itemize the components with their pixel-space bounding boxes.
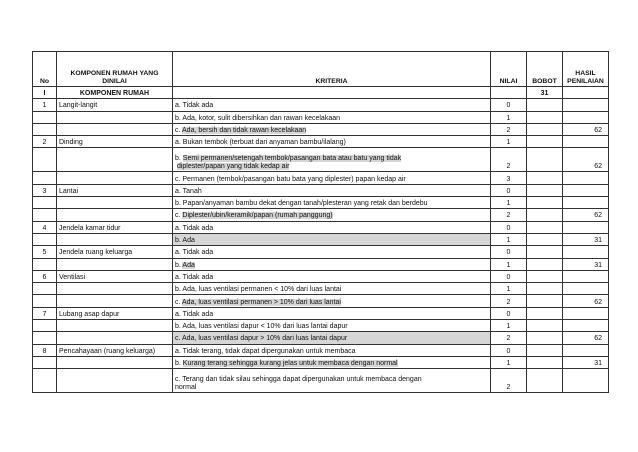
row-komponen — [57, 148, 173, 172]
section-label: KOMPONEN RUMAH — [57, 87, 173, 99]
row-komponen — [57, 172, 173, 184]
table-row — [33, 332, 609, 344]
row-komponen — [57, 369, 173, 393]
row-no — [33, 258, 57, 270]
row-nilai: 1 — [491, 356, 527, 368]
row-bobot — [527, 246, 563, 258]
kriteria-text: a. Tidak ada — [175, 310, 214, 318]
row-hasil — [563, 283, 609, 295]
table-row — [33, 184, 609, 196]
row-hasil: 31 — [563, 258, 609, 270]
row-hasil — [563, 270, 609, 282]
row-no — [33, 123, 57, 135]
row-komponen: Jendela ruang keluarga — [57, 246, 173, 258]
row-nilai: 1 — [491, 111, 527, 123]
row-kriteria — [173, 111, 491, 123]
row-nilai: 1 — [491, 233, 527, 245]
table-row — [33, 209, 609, 221]
row-bobot — [527, 307, 563, 319]
section-no: I — [33, 87, 57, 99]
kriteria-prefix: b. — [175, 261, 183, 269]
row-no: 5 — [33, 246, 57, 258]
row-hasil — [563, 307, 609, 319]
row-kriteria — [173, 172, 491, 184]
row-no: 6 — [33, 270, 57, 282]
row-komponen — [57, 295, 173, 307]
row-kriteria — [173, 136, 491, 148]
row-no — [33, 320, 57, 332]
row-komponen: Langit-langit — [57, 99, 173, 111]
row-bobot — [527, 148, 563, 172]
row-kriteria — [173, 369, 491, 393]
row-no — [33, 148, 57, 172]
row-komponen: Dinding — [57, 136, 173, 148]
kriteria-text: a. Tidak terang, tidak dapat dipergunakan untuk membaca — [175, 347, 356, 355]
row-no — [33, 111, 57, 123]
kriteria-text: a. Bukan tembok (terbuat dari anyaman bambu/ilalang) — [175, 139, 346, 147]
row-no: 2 — [33, 136, 57, 148]
row-no — [33, 332, 57, 344]
row-komponen — [57, 320, 173, 332]
table-row — [33, 369, 609, 393]
kriteria-highlight: Ada, bersih dan tidak rawan kecelakaan — [182, 126, 307, 134]
row-komponen: Jendela kamar tidur — [57, 221, 173, 233]
row-kriteria — [173, 270, 491, 282]
row-kriteria — [173, 197, 491, 209]
row-bobot — [527, 123, 563, 135]
row-kriteria — [173, 209, 491, 221]
table-row — [33, 136, 609, 148]
row-bobot — [527, 283, 563, 295]
row-hasil — [563, 99, 609, 111]
kriteria-prefix: b. — [175, 155, 183, 163]
row-no — [33, 197, 57, 209]
row-kriteria — [173, 307, 491, 319]
kriteria-text: b. Ada, luas ventilasi permanen < 10% dari luas lantai — [175, 286, 342, 294]
row-bobot — [527, 221, 563, 233]
header-bobot: BOBOT — [527, 52, 563, 87]
row-bobot — [527, 233, 563, 245]
row-kriteria: b. Ada — [173, 233, 491, 245]
row-no — [33, 233, 57, 245]
row-bobot — [527, 99, 563, 111]
row-nilai: 0 — [491, 246, 527, 258]
kriteria-highlight: Semi permanen/setengah tembok/pasangan bata atau batu yang tidak — [182, 155, 402, 163]
kriteria-prefix: c. — [175, 298, 183, 306]
row-no — [33, 295, 57, 307]
row-komponen: Lubang asap dapur — [57, 307, 173, 319]
row-hasil: 31 — [563, 233, 609, 245]
table-row — [33, 111, 609, 123]
kriteria-text: c. Permanen (tembok/pasangan batu bata yang diplester) papan kedap air — [175, 175, 406, 183]
row-kriteria — [173, 356, 491, 368]
kriteria-prefix: c. — [175, 126, 183, 134]
table-row — [33, 148, 609, 172]
row-komponen — [57, 332, 173, 344]
row-komponen: Lantai — [57, 184, 173, 196]
row-hasil: 62 — [563, 209, 609, 221]
row-bobot — [527, 172, 563, 184]
header-row — [33, 52, 609, 87]
header-hasil: HASIL PENILAIAN — [563, 52, 609, 87]
row-bobot — [527, 356, 563, 368]
row-no — [33, 369, 57, 393]
row-nilai: 2 — [491, 123, 527, 135]
row-kriteria — [173, 258, 491, 270]
kriteria-text: b. Ada, luas ventilasi dapur < 10% dari luas lantai dapur — [175, 323, 348, 331]
row-no: 7 — [33, 307, 57, 319]
row-hasil — [563, 344, 609, 356]
section-bobot: 31 — [527, 87, 563, 99]
kriteria-text: a. Tidak ada — [175, 102, 214, 110]
row-no — [33, 209, 57, 221]
table-row — [33, 307, 609, 319]
kriteria-highlight: Diplester/ubin/keramik/papan (rumah panggung) — [182, 212, 333, 220]
row-nilai: 0 — [491, 221, 527, 233]
row-nilai: 0 — [491, 270, 527, 282]
kriteria-highlight: Ada — [182, 261, 195, 269]
header-kriteria: KRITERIA — [173, 52, 491, 87]
row-no: 4 — [33, 221, 57, 233]
row-nilai: 0 — [491, 99, 527, 111]
kriteria-highlight: Ada, luas ventilasi permanen > 10% dari luas lantai — [182, 298, 341, 306]
kriteria-text: b. Papan/anyaman bambu dekat dengan tanah/plesteran yang retak dan berdebu — [175, 200, 428, 208]
kriteria-prefix: b. — [175, 360, 183, 368]
row-no: 1 — [33, 99, 57, 111]
row-kriteria — [173, 283, 491, 295]
row-bobot — [527, 197, 563, 209]
row-nilai: 2 — [491, 209, 527, 221]
kriteria-text: b. Ada, kotor, sulit dibersihkan dan rawan kecelakaan — [175, 114, 340, 122]
row-komponen — [57, 209, 173, 221]
row-hasil — [563, 172, 609, 184]
section-row — [33, 87, 609, 99]
row-no: 8 — [33, 344, 57, 356]
row-kriteria — [173, 344, 491, 356]
row-komponen — [57, 197, 173, 209]
row-no — [33, 172, 57, 184]
table-row — [33, 221, 609, 233]
row-kriteria — [173, 123, 491, 135]
row-bobot — [527, 320, 563, 332]
table-row — [33, 197, 609, 209]
row-no — [33, 356, 57, 368]
row-kriteria — [173, 99, 491, 111]
row-kriteria: c. Ada, luas ventilasi dapur > 10% dari luas lantai dapur — [173, 332, 491, 344]
kriteria-highlight: Kurang terang sehingga kurang jelas untuk membaca dengan normal — [182, 360, 398, 368]
row-komponen: Ventilasi — [57, 270, 173, 282]
row-kriteria — [173, 295, 491, 307]
row-kriteria — [173, 148, 491, 172]
kriteria-text: a. Tidak ada — [175, 249, 214, 257]
table-row — [33, 172, 609, 184]
row-hasil — [563, 197, 609, 209]
row-hasil: 62 — [563, 148, 609, 172]
section-nilai — [491, 87, 527, 99]
section-kriteria — [173, 87, 491, 99]
table-row — [33, 295, 609, 307]
kriteria-prefix: c. — [175, 212, 183, 220]
row-bobot — [527, 136, 563, 148]
table-row — [33, 320, 609, 332]
row-hasil: 62 — [563, 332, 609, 344]
row-bobot — [527, 332, 563, 344]
kriteria-highlight-line2: diplester/papan yang tidak kedap air — [176, 163, 290, 171]
table-row — [33, 99, 609, 111]
section-hasil — [563, 87, 609, 99]
row-nilai: 1 — [491, 136, 527, 148]
row-komponen — [57, 233, 173, 245]
row-hasil — [563, 111, 609, 123]
row-bobot — [527, 295, 563, 307]
table-row — [33, 258, 609, 270]
row-hasil — [563, 221, 609, 233]
row-kriteria — [173, 320, 491, 332]
row-hasil: 31 — [563, 356, 609, 368]
row-nilai: 2 — [491, 369, 527, 393]
row-nilai: 1 — [491, 283, 527, 295]
table-row — [33, 344, 609, 356]
row-bobot — [527, 111, 563, 123]
header-nilai: NILAI — [491, 52, 527, 87]
row-kriteria — [173, 221, 491, 233]
table-row — [33, 356, 609, 368]
row-nilai: 1 — [491, 320, 527, 332]
assessment-table — [32, 51, 609, 393]
table-row — [33, 246, 609, 258]
row-nilai: 3 — [491, 172, 527, 184]
row-bobot — [527, 369, 563, 393]
row-nilai: 0 — [491, 307, 527, 319]
row-nilai: 2 — [491, 148, 527, 172]
row-hasil — [563, 246, 609, 258]
row-hasil — [563, 320, 609, 332]
row-hasil — [563, 184, 609, 196]
header-no: No — [33, 52, 57, 87]
row-nilai: 2 — [491, 332, 527, 344]
row-bobot — [527, 344, 563, 356]
row-kriteria — [173, 246, 491, 258]
row-komponen — [57, 283, 173, 295]
row-bobot — [527, 258, 563, 270]
row-nilai: 1 — [491, 197, 527, 209]
header-komponen: KOMPONEN RUMAH YANG DINILAI — [57, 52, 173, 87]
row-hasil — [563, 136, 609, 148]
row-kriteria — [173, 184, 491, 196]
row-nilai: 2 — [491, 295, 527, 307]
row-bobot — [527, 209, 563, 221]
kriteria-text: c. Terang dan tidak silau sehingga dapat dipergunakan untuk membaca dengan — [175, 375, 422, 383]
row-nilai: 1 — [491, 258, 527, 270]
table-row — [33, 233, 609, 245]
kriteria-text: a. Tanah — [175, 187, 202, 195]
row-hasil: 62 — [563, 123, 609, 135]
kriteria-text-line2: normal — [175, 384, 197, 392]
kriteria-text: a. Tidak ada — [175, 224, 214, 232]
table-row — [33, 123, 609, 135]
row-hasil: 62 — [563, 295, 609, 307]
row-nilai: 0 — [491, 184, 527, 196]
row-no — [33, 283, 57, 295]
table-row — [33, 270, 609, 282]
row-komponen — [57, 123, 173, 135]
row-komponen — [57, 258, 173, 270]
row-komponen — [57, 356, 173, 368]
row-bobot — [527, 270, 563, 282]
row-no: 3 — [33, 184, 57, 196]
row-bobot — [527, 184, 563, 196]
row-komponen: Pencahayaan (ruang keluarga) — [57, 344, 173, 356]
kriteria-text: a. Tidak ada — [175, 273, 214, 281]
row-hasil — [563, 369, 609, 393]
row-komponen — [57, 111, 173, 123]
table-row — [33, 283, 609, 295]
row-nilai: 0 — [491, 344, 527, 356]
